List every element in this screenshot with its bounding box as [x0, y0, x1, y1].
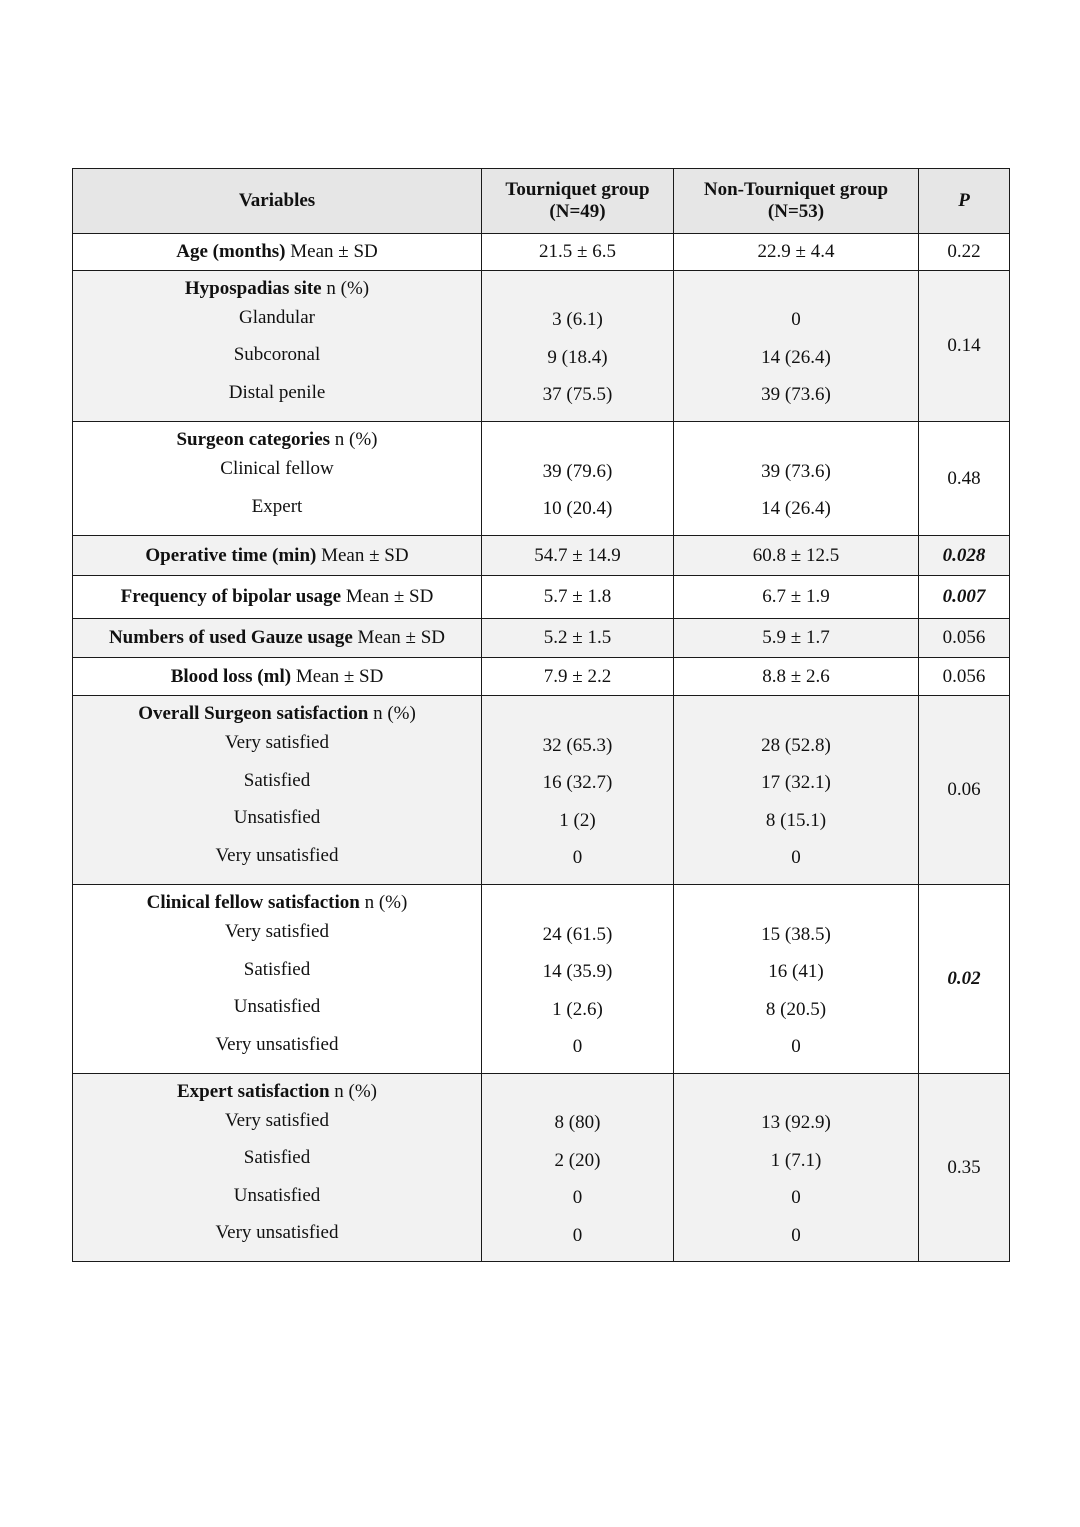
p-value-text: 0.35	[947, 1156, 981, 1178]
header-p-label: P	[958, 190, 970, 211]
variable-label	[73, 576, 482, 619]
group-heading	[73, 1082, 481, 1102]
non-tourniquet-value: 14 (26.4)	[761, 346, 831, 368]
tourniquet-value: 1 (2)	[559, 809, 596, 831]
variable-label	[73, 696, 482, 885]
tourniquet-value: 8 (80)	[554, 1112, 601, 1133]
non-tourniquet-value: 22.9 ± 4.4	[674, 234, 919, 271]
tourniquet-value: 0	[572, 1224, 583, 1246]
tourniquet-value: 54.7 ± 14.9	[482, 536, 674, 576]
non-tourniquet-value: 0	[791, 1187, 801, 1208]
p-value	[919, 422, 1010, 536]
tourniquet-value: 39 (79.6)	[542, 460, 613, 482]
non-tourniquet-value: 5.9 ± 1.7	[674, 619, 919, 658]
non-tourniquet-value: 8 (20.5)	[765, 998, 827, 1020]
tourniquet-value: 2 (20)	[554, 1149, 601, 1171]
category-label: Very unsatisfied	[215, 844, 339, 866]
non-tourniquet-values	[674, 885, 919, 1074]
tourniquet-values	[482, 696, 674, 885]
tourniquet-value: 7.9 ± 2.2	[482, 658, 674, 696]
p-value-text: 0.48	[947, 467, 981, 489]
variable-label	[73, 536, 482, 576]
variable-label	[73, 422, 482, 536]
non-tourniquet-value: 60.8 ± 12.5	[674, 536, 919, 576]
category-label: Clinical fellow	[220, 458, 334, 479]
tourniquet-value: 1 (2.6)	[552, 998, 603, 1020]
group-heading	[73, 279, 481, 299]
p-value-text: 0.007	[942, 586, 986, 607]
tourniquet-value: 32 (65.3)	[542, 734, 613, 756]
tourniquet-value: 24 (61.5)	[542, 923, 613, 945]
results-table	[72, 168, 1010, 1262]
header-non-tourniquet-name: Non-Tourniquet group	[703, 179, 889, 200]
p-value	[919, 696, 1010, 885]
non-tourniquet-value: 0	[791, 847, 801, 868]
tourniquet-value: 3 (6.1)	[552, 309, 603, 331]
non-tourniquet-value: 6.7 ± 1.9	[674, 576, 919, 619]
category-label: Unsatisfied	[233, 996, 321, 1017]
non-tourniquet-value: 14 (26.4)	[761, 498, 831, 519]
variable-stat: n (%)	[329, 1080, 377, 1102]
non-tourniquet-value: 13 (92.9)	[761, 1112, 831, 1133]
non-tourniquet-values	[674, 696, 919, 885]
variable-stat: Mean ± SD	[291, 665, 384, 687]
non-tourniquet-value: 8 (15.1)	[765, 809, 827, 831]
p-value	[919, 885, 1010, 1074]
variable-name: Frequency of bipolar usage	[120, 586, 342, 607]
header-tourniquet	[482, 169, 674, 234]
tourniquet-values	[482, 271, 674, 422]
header-tourniquet-name: Tourniquet group	[505, 179, 650, 200]
variable-stat: n (%)	[359, 892, 408, 913]
variable-name: Surgeon categories	[176, 429, 331, 450]
tourniquet-values	[482, 1074, 674, 1262]
non-tourniquet-value: 0	[791, 1224, 801, 1246]
tourniquet-value: 16 (32.7)	[542, 772, 613, 793]
tourniquet-value: 9 (18.4)	[547, 346, 608, 368]
p-value-text: 0.028	[942, 544, 986, 566]
variable-stat: n (%)	[321, 277, 370, 299]
header-tourniquet-n: (N=49)	[549, 201, 606, 222]
variable-label	[73, 885, 482, 1074]
p-value	[919, 619, 1010, 658]
row-bipolar-usage	[73, 576, 1010, 619]
row-expert-satisfaction	[73, 1074, 1010, 1262]
row-age	[73, 234, 1010, 271]
category-label: Very unsatisfied	[215, 1222, 339, 1243]
p-value	[919, 536, 1010, 576]
variable-name: Operative time (min)	[145, 544, 317, 566]
variable-label	[73, 1074, 482, 1262]
variable-stat: Mean ± SD	[341, 586, 434, 607]
non-tourniquet-value: 15 (38.5)	[761, 923, 831, 945]
p-value-text: 0.056	[942, 627, 986, 648]
non-tourniquet-value: 0	[791, 1036, 801, 1057]
tourniquet-values	[482, 422, 674, 536]
tourniquet-value: 21.5 ± 6.5	[482, 234, 674, 271]
tourniquet-value: 0	[572, 1036, 583, 1057]
p-value	[919, 1074, 1010, 1262]
p-value	[919, 576, 1010, 619]
header-row	[73, 169, 1010, 234]
non-tourniquet-value: 17 (32.1)	[761, 772, 831, 793]
header-non-tourniquet	[674, 169, 919, 234]
row-overall-satisfaction	[73, 696, 1010, 885]
category-label: Glandular	[239, 306, 315, 328]
row-surgeon-categories	[73, 422, 1010, 536]
variable-name: Overall Surgeon satisfaction	[138, 703, 369, 724]
row-fellow-satisfaction	[73, 885, 1010, 1074]
header-non-tourniquet-n: (N=53)	[767, 201, 825, 222]
variable-stat: n (%)	[368, 703, 416, 724]
category-label: Satisfied	[243, 1147, 311, 1168]
header-variables	[73, 169, 482, 234]
tourniquet-value: 0	[572, 847, 583, 868]
non-tourniquet-value: 8.8 ± 2.6	[674, 658, 919, 696]
variable-name: Blood loss (ml)	[170, 665, 292, 687]
variable-stat: Mean ± SD	[316, 544, 409, 566]
category-label: Expert	[251, 495, 303, 517]
non-tourniquet-values	[674, 1074, 919, 1262]
category-label: Distal penile	[228, 381, 326, 403]
tourniquet-value: 0	[572, 1187, 583, 1208]
group-heading	[73, 893, 481, 913]
variable-label	[73, 234, 482, 271]
p-value	[919, 234, 1010, 271]
p-value-text: 0.22	[947, 241, 981, 262]
non-tourniquet-value: 39 (73.6)	[761, 384, 831, 406]
category-label: Very satisfied	[225, 921, 329, 942]
p-value-text: 0.06	[947, 779, 981, 800]
non-tourniquet-value: 16 (41)	[768, 961, 824, 982]
p-value-text: 0.14	[947, 335, 981, 356]
row-blood-loss	[73, 658, 1010, 696]
tourniquet-value: 10 (20.4)	[542, 498, 613, 519]
variable-stat: Mean ± SD	[352, 627, 446, 648]
variable-label	[73, 271, 482, 422]
variable-name: Hypospadias site	[184, 277, 322, 299]
p-value	[919, 658, 1010, 696]
variable-name: Expert satisfaction	[177, 1080, 330, 1102]
category-label: Very unsatisfied	[215, 1033, 339, 1055]
variable-label	[73, 619, 482, 658]
non-tourniquet-value: 0	[791, 309, 801, 331]
non-tourniquet-value: 1 (7.1)	[770, 1149, 822, 1171]
tourniquet-value: 14 (35.9)	[542, 961, 613, 982]
category-label: Unsatisfied	[233, 1184, 321, 1206]
tourniquet-values	[482, 885, 674, 1074]
row-operative-time	[73, 536, 1010, 576]
variable-name: Age (months)	[176, 241, 286, 262]
variable-label	[73, 658, 482, 696]
variable-name: Numbers of used Gauze usage	[108, 627, 353, 648]
tourniquet-value: 5.2 ± 1.5	[482, 619, 674, 658]
variable-stat: Mean ± SD	[285, 241, 378, 262]
row-gauze-usage	[73, 619, 1010, 658]
category-label: Very satisfied	[225, 1109, 329, 1131]
p-value-text: 0.056	[942, 665, 986, 687]
category-label: Very satisfied	[225, 732, 329, 753]
group-heading	[73, 704, 481, 724]
row-hypospadias-site	[73, 271, 1010, 422]
non-tourniquet-values	[674, 422, 919, 536]
p-value-text: 0.02	[947, 968, 981, 989]
group-heading	[73, 430, 481, 450]
variable-stat: n (%)	[330, 429, 378, 450]
non-tourniquet-value: 28 (52.8)	[761, 734, 831, 756]
category-label: Subcoronal	[233, 344, 321, 366]
p-value	[919, 271, 1010, 422]
header-variables-label: Variables	[238, 190, 316, 211]
variable-name: Clinical fellow satisfaction	[146, 892, 360, 913]
category-label: Satisfied	[243, 769, 311, 791]
category-label: Unsatisfied	[233, 807, 321, 828]
tourniquet-value: 37 (75.5)	[542, 384, 613, 406]
header-p	[919, 169, 1010, 234]
non-tourniquet-value: 39 (73.6)	[761, 460, 831, 482]
non-tourniquet-values	[674, 271, 919, 422]
tourniquet-value: 5.7 ± 1.8	[482, 576, 674, 619]
category-label: Satisfied	[243, 958, 311, 980]
